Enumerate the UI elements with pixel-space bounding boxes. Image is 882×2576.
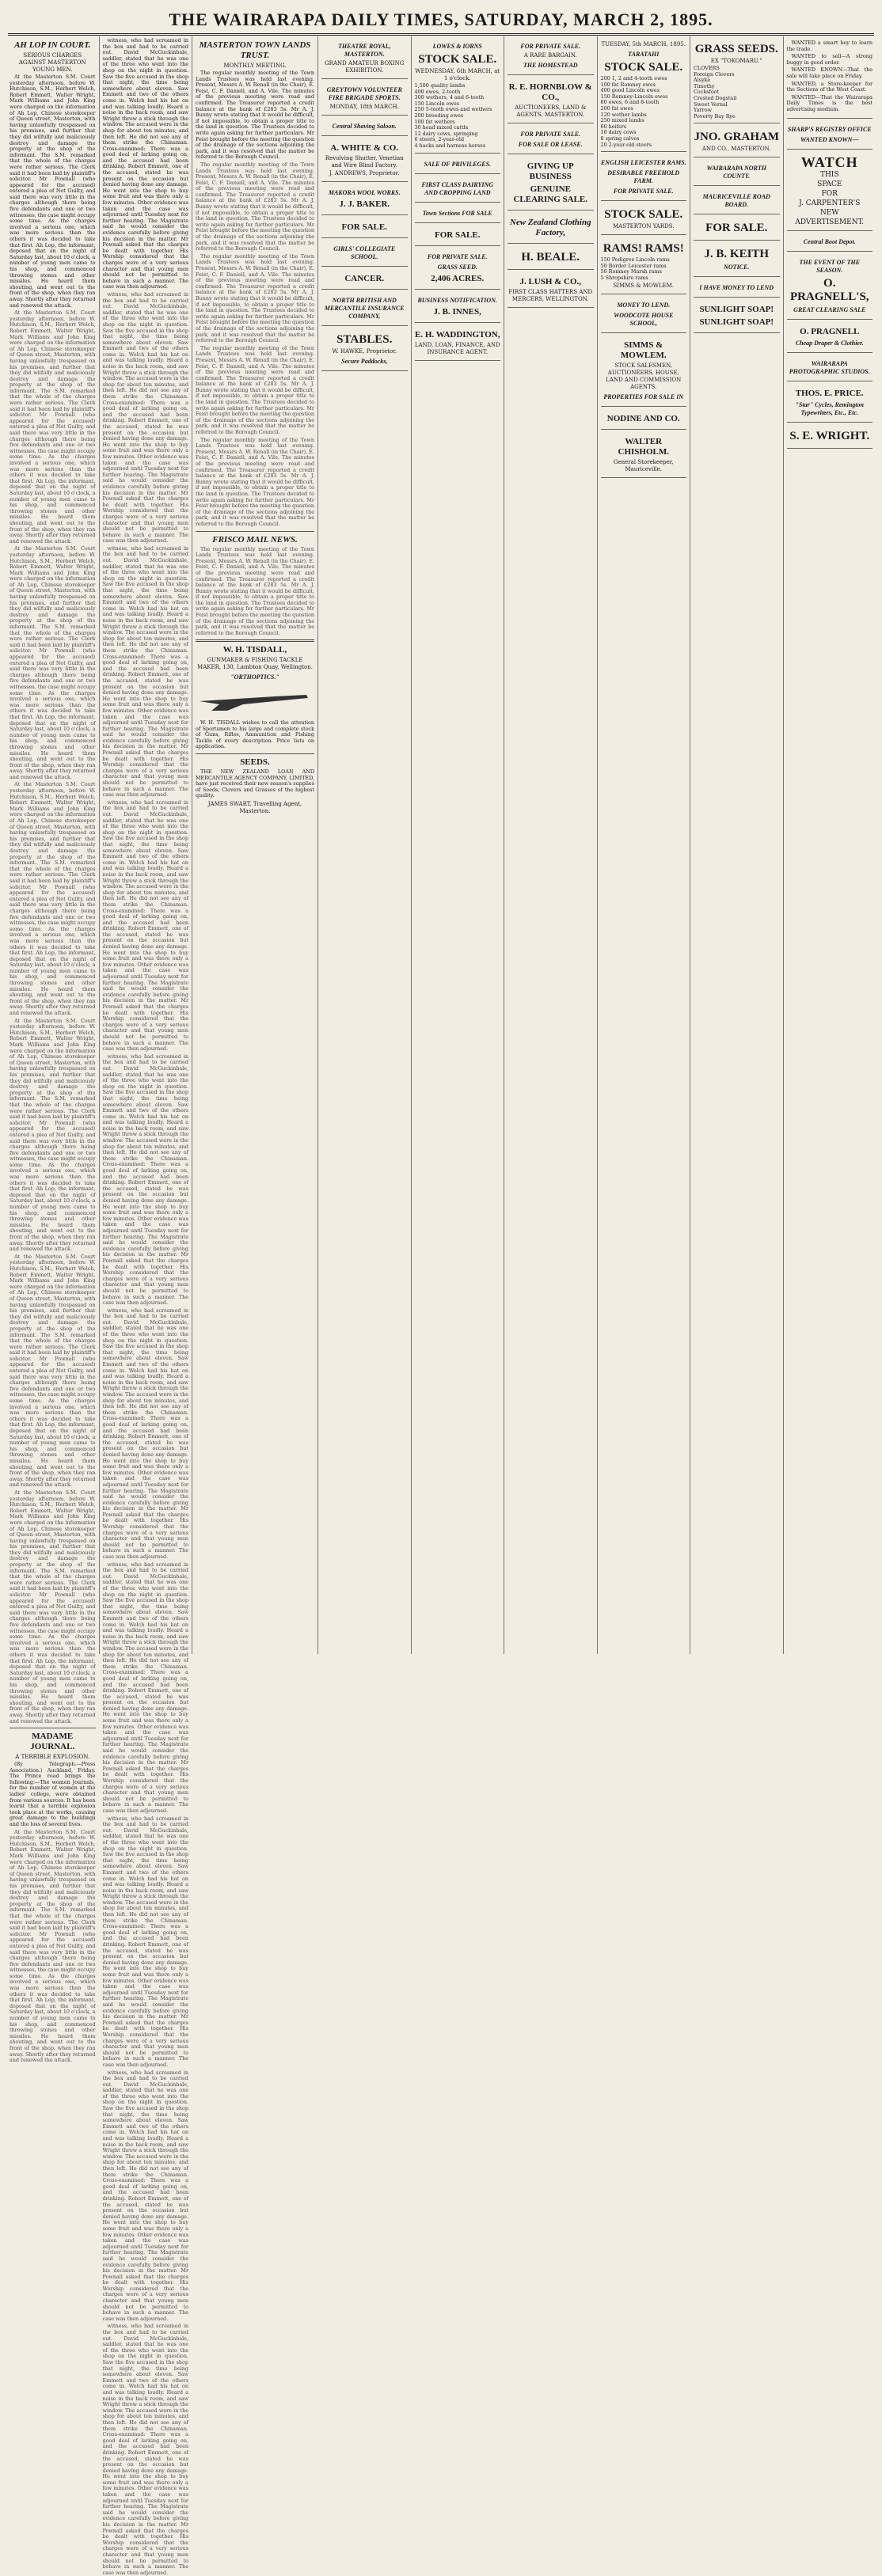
column-6 — [504, 36, 598, 1654]
article-town-lands: The regular monthly meeting of the Town Lands Trustees was held last evening. Present, Messrs A. W. Renall (in the Chair), E. Feist, C. F. Daniell, and A. Vile. The minutes of the previous meeting were read and confirmed. The Treasurer reported a credit balance at the bank of £283 5s. Mr A. J. Bunny wrote stating that it would be difficult, if not impossible, to obtain a proper title to the land in question. The Trustees decided to write again asking for further particulars. Mr Feist brought before the meeting the question of the drainage of the sections adjoining the park, and it was resolved that the matter be referred to the Borough Council. — [196, 70, 314, 161]
headline-ah-lop: AH LOP IN COURT. — [14, 40, 91, 50]
article-town-lands-2: The regular monthly meeting of the Town Lands Trustees was held last evening. Present, Messrs A. W. Renall (in the Chair), E. Feist, C. F. Daniell, and A. Vile. The minutes of the previous meeting were read and confirmed. The Treasurer reported a credit balance at the bank of £283 5s. Mr A. J. Bunny wrote stating that it would be difficult, if not impossible, to obtain a proper title to the land in question. The Trustees decided to write again asking for further particulars. Mr Feist brought before the meeting the question of the drainage of the sections adjoining the park, and it was resolved that the matter be referred to the Borough Council. — [196, 161, 314, 252]
ad-for-sale-8 — [694, 217, 780, 241]
ad-north-british — [321, 292, 408, 326]
ad-price — [787, 384, 873, 423]
article-body: At the Masterton S.M. Court yesterday afternoon, before W. Hutchison, S.M., Herbert Welch, Robert Emmett, Walter Wright, Mark Williams and John King were charged on the information of Ah Lop, Chinese storekeeper of Queen street, Masterton, with having unlawfully trespassed on his premises, and further that they did wilfully and maliciously destroy and damage the property at the shop of the informant. The S.M. remarked that the whole of the charges were rather serious. The Clerk said it had been laid by plaintiff's solicitor. Mr Pownall (who appeared for the accused) entered a plea of Not Guilty, and said there was very little in the charges although there being five defendants and one or two witnesses, the case might occupy some time. As the charges involved a serious one, which was more serious than the others it was decided to take that first. Ah Lop, the informant, deposed that on the night of Saturday last, about 10 o'clock, a number of young men came to his shop, and commenced throwing stones and other missiles. He heard them shouting, and went out to the front of the shop, when they ran away. Shortly after they returned and renewed the attack. — [10, 74, 96, 309]
list-item: 60 heifers — [600, 123, 627, 130]
ad-word: NEW — [819, 208, 839, 217]
ad-pragnell — [787, 254, 873, 320]
article-continued-3: witness, who had screamed in the box and had to be carried out. David McGuckinbale, saddler, stated that he was one of the three who went into the shop on the night in question. Saw the five accused in the shop that night, the time being somewhere about eleven. Saw Emmett and two of the others come in. Welch had his hat on and was talking loudly. Heard a noise in the back room, and saw Wright throw a stick through the window. The accused were in the shop for about ten minutes, and then left. He did not see any of them strike the Chinaman. Cross-examined: There was a good deal of larking going on, and the accused had been drinking. Robert Emmett, one of the accused, stated he was present on the occasion but denied having done any damage. He went into the shop to buy some fruit and was there only a few minutes. Other evidence was taken and the case was adjourned until Tuesday next for further hearing. The Magistrate said he would consider the evidence carefully before giving his decision in the matter. Mr Pownall asked that the charges be dealt with together. His Worship considered that the charges were of a very serious character and that young men should not be permitted to behave in such a manner. The case was then adjourned. — [102, 544, 188, 799]
ad-pragnell-sub: GREAT CLEARING SALE — [793, 305, 866, 313]
seeds-list — [694, 66, 780, 120]
column-3 — [192, 36, 318, 1654]
ad-theatre-sub: GRAND AMATEUR BOXING EXHIBITION. — [325, 60, 405, 74]
column-4 — [318, 36, 412, 1654]
ad-sunlight — [694, 300, 780, 333]
ad-hornblow — [508, 78, 594, 123]
divider — [196, 753, 314, 754]
ad-lush — [508, 272, 594, 308]
list-item: 80 ewes, 6 and 8-tooth — [600, 99, 660, 106]
ad-makora — [321, 184, 408, 215]
ad-graham-title: JNO. GRAHAM — [694, 131, 779, 144]
notice-item: WANTED, a Store-keeper for the Sections of the West Coast. — [786, 80, 872, 93]
ad-watch-title: WATCH — [800, 154, 858, 170]
divider — [196, 531, 314, 532]
list-item: 300 wethers, 4 and 6-tooth — [414, 94, 485, 101]
ad-giving-up — [508, 157, 594, 211]
ad-word: FOR — [821, 189, 838, 198]
ad-for-sale — [321, 218, 408, 238]
ad-beale — [508, 246, 594, 270]
ad-rams-title: RAMS! RAMS! — [603, 242, 684, 256]
ad-baker-title: J. J. BAKER. — [339, 199, 390, 209]
list-item: 8 spring calves — [600, 135, 640, 142]
article-continued-2: witness, who had screamed in the box and had to be carried out. David McGuckinbale, saddler, stated that he was one of the three who went into the shop on the night in question. Saw the five accused in the shop that night, the time being somewhere about eleven. Saw Emmett and two of the others come in. Welch had his hat on and was talking loudly. Heard a noise in the back room, and saw Wright throw a stick through the window. The accused were in the shop for about ten minutes, and then left. He did not see any of them strike the Chinaman. Cross-examined: There was a good deal of larking going on, and the accused had been drinking. Robert Emmett, one of the accused, stated he was present on the occasion but denied having done any damage. He went into the shop to buy some fruit and was there only a few minutes. Other evidence was taken and the case was adjourned until Tuesday next for further hearing. The Magistrate said he would consider the evidence carefully before giving his decision in the matter. Mr Pownall asked that the charges be dealt with together. His Worship considered that the charges were of a very serious character and that young men should not be permitted to behave in such a manner. The case was then adjourned. — [102, 290, 188, 544]
ad-dairying — [415, 176, 501, 203]
ad-price-title: THOS. E. PRICE. — [795, 388, 864, 398]
column-1 — [6, 36, 100, 2064]
column-7 — [598, 36, 691, 1654]
ad-privileges-title: SALE OF PRIVILEGES. — [424, 160, 492, 168]
ad-carpenter — [787, 152, 873, 231]
list-item: 250 mixed lambs — [600, 117, 644, 124]
ad-grass-seeds — [694, 38, 780, 123]
ad-private-sale-6 — [508, 126, 594, 154]
stock-list — [415, 83, 501, 150]
article-body-cont2: At the Masterton S.M. Court yesterday afternoon, before W. Hutchison, S.M., Herbert Welch, Robert Emmett, Walter Wright, Mark Williams and John King were charged on the information of Ah Lop, Chinese storekeeper of Queen street, Masterton, with having unlawfully trespassed on his premises, and further that they did wilfully and maliciously destroy and damage the property at the shop of the informant. The S.M. remarked that the whole of the charges were rather serious. The Clerk said it had been laid by plaintiff's solicitor. Mr Pownall (who appeared for the accused) entered a plea of Not Guilty, and said there was very little in the charges although there being five defendants and one or two witnesses, the case might occupy some time. As the charges involved a serious one, which was more serious than the others it was decided to take that first. Ah Lop, the informant, deposed that on the night of Saturday last, about 10 o'clock, a number of young men came to his shop, and commenced throwing stones and other missiles. He heard them shouting, and went out to the front of the shop, when they ran away. Shortly after they returned and renewed the attack. — [10, 545, 96, 780]
columns — [6, 36, 876, 2576]
ad-taratahi-title: STOCK SALE. — [604, 61, 683, 74]
ad-simms — [601, 336, 687, 407]
list-item: 250 5-tooth ewes and wethers — [414, 106, 492, 113]
list-item: 150 Romney-Lincoln ewes — [600, 93, 668, 100]
ad-for-sale-8-title: FOR SALE. — [705, 222, 768, 235]
ad-seeds-body: THE NEW ZEALAND LOAN AND MERCANTILE AGENCY COMPANY, LIMITED, have just received their new season's supplies of Seeds, Clovers and Grasses of the highest quality. — [196, 768, 314, 799]
ad-waddington-title: E. H. WADDINGTON, — [415, 329, 500, 340]
ad-for-sale-5-title: FOR SALE. — [435, 230, 481, 240]
list-item: 12 dairy cows, springing — [414, 130, 478, 137]
ad-notice-title: NOTICE. — [724, 264, 750, 271]
ad-taratahi-date: TUESDAY, 5th MARCH, 1895. — [601, 41, 686, 47]
notice-item: WANTED KNOWN—That the sale will take place on Friday. — [786, 66, 872, 79]
article-body-cont3: At the Masterton S.M. Court yesterday afternoon, before W. Hutchison, S.M., Herbert Welch, Robert Emmett, Walter Wright, Mark Williams and John King were charged on the information of Ah Lop, Chinese storekeeper of Queen street, Masterton, with having unlawfully trespassed on his premises, and further that they did wilfully and maliciously destroy and damage the property at the shop of the informant. The S.M. remarked that the whole of the charges were rather serious. The Clerk said it had been laid by plaintiff's solicitor. Mr Pownall (who appeared for the accused) entered a plea of Not Guilty, and said there was very little in the charges although there being five defendants and one or two witnesses, the case might occupy some time. As the charges involved a serious one, which was more serious than the others it was decided to take that first. Ah Lop, the informant, deposed that on the night of Saturday last, about 10 o'clock, a number of young men came to his shop, and commenced throwing stones and other missiles. He heard them shouting, and went out to the front of the shop, when they ran away. Shortly after they returned and renewed the attack. — [10, 781, 96, 1017]
article-body-cont4: At the Masterton S.M. Court yesterday afternoon, before W. Hutchison, S.M., Herbert Welch, Robert Emmett, Walter Wright, Mark Williams and John King were charged on the information of Ah Lop, Chinese storekeeper of Queen street, Masterton, with having unlawfully trespassed on his premises, and further that they did wilfully and maliciously destroy and damage the property at the shop of the informant. The S.M. remarked that the whole of the charges were rather serious. The Clerk said it had been laid by plaintiff's solicitor. Mr Pownall (who appeared for the accused) entered a plea of Not Guilty, and said there was very little in the charges although there being five defendants and one or two witnesses, the case might occupy some time. As the charges involved a serious one, which was more serious than the others it was decided to take that first. Ah Lop, the informant, deposed that on the night of Saturday last, about 10 o'clock, a number of young men came to his shop, and commenced throwing stones and other missiles. He heard them shouting, and went out to the front of the shop, when they ran away. Shortly after they returned and renewed the attack. — [10, 1017, 96, 1253]
column-8 — [690, 36, 784, 1654]
ad-greytown — [321, 82, 408, 116]
ad-rams-signoff: SIMMS & MOWLEM. — [613, 282, 675, 289]
ad-money — [601, 297, 687, 333]
ad-theatre — [321, 38, 408, 79]
article-continued-6: witness, who had screamed in the box and had to be carried out. David McGuckinbale, saddler, stated that he was one of the three who went into the shop on the night in question. Saw the five accused in the shop that night, the time being somewhere about eleven. Saw Emmett and two of the others come in. Welch had his hat on and was talking loudly. Heard a noise in the back room, and saw Wright throw a stick through the window. The accused were in the shop for about ten minutes, and then left. He did not see any of them strike the Chinaman. Cross-examined: There was a good deal of larking going on, and the accused had been drinking. Robert Emmett, one of the accused, stated he was present on the occasion but denied having done any damage. He went into the shop to buy some fruit and was there only a few minutes. Other evidence was taken and the case was adjourned until Tuesday next for further hearing. The Magistrate said he would consider the evidence carefully before giving his decision in the matter. Mr Pownall asked that the charges be dealt with together. His Worship considered that the charges were of a very serious character and that young men should not be permitted to behave in such a manner. The case was then adjourned. — [102, 1307, 188, 1561]
ad-tisdall-name: W. H. TISDALL, — [222, 645, 287, 655]
ad-registry — [787, 121, 873, 150]
subhead-explosion: A TERRIBLE EXPLOSION. — [15, 1754, 90, 1761]
ad-wright — [787, 425, 873, 449]
ad-money-title: MONEY TO LEND. — [617, 301, 671, 309]
column-5 — [412, 36, 505, 1654]
notice-item: WANTED to sell—A strong buggy in good order. — [786, 53, 872, 66]
ad-word: ADVERTISEMENT. — [795, 218, 865, 226]
ad-private-sale-7-title: FOR PRIVATE SALE. — [613, 188, 674, 195]
ad-greytown-title: GREYTOWN VOLUNTEER FIRE BRIGADE SPORTS. — [326, 86, 402, 101]
ad-sunlight-title: SUNLIGHT SOAP! — [699, 305, 774, 315]
ad-paddocks-title: Secure Paddocks, — [341, 358, 388, 365]
ad-leicester — [601, 154, 687, 201]
gun-illustration — [196, 684, 314, 718]
list-item: 5 Shropshire rams — [600, 274, 648, 281]
headline-madame: MADAME JOURNAL. — [30, 1732, 75, 1752]
ad-registry-title: SHARP'S REGISTRY OFFICE — [787, 125, 872, 133]
list-item: 100 fat Romney ewes — [600, 81, 656, 88]
ad-event-title: THE EVENT OF THE SEASON. — [799, 258, 861, 274]
column-9 — [784, 36, 876, 1654]
ad-woodcote-title: WOODCOTE HOUSE SCHOOL, — [614, 311, 674, 327]
ad-shaving — [321, 118, 408, 136]
list-item: 400 ewes, 2-tooth — [414, 88, 461, 95]
ad-lush-title: J. LUSH & CO., — [519, 277, 582, 286]
ad-white-proprietor: J. ANDREWS, Proprietor. — [329, 170, 400, 176]
ad-private-sale-5-title: FOR PRIVATE SALE. — [427, 252, 488, 260]
ad-private-sale-5 — [415, 248, 501, 290]
ad-photo-studios-title: WAIRARAPA PHOTOGRAPHIC STUDIOS. — [789, 359, 870, 375]
ad-leicester-title: ENGLISH LEICESTER RAMS. — [600, 159, 686, 167]
ad-clearing-sale: GENUINE CLEARING SALE. — [513, 184, 588, 204]
ad-properties-title: PROPERTIES FOR SALE IN — [603, 393, 684, 400]
list-item: 4 hacks and harness horses — [414, 142, 486, 149]
ad-pragnell-title: O. PRAGNELL'S, — [789, 276, 869, 303]
ad-lowes-name: LOWES & IORNS — [432, 43, 482, 50]
headline-town-lands: MASTERTON TOWN LANDS TRUST. — [199, 40, 311, 60]
ad-business — [415, 292, 501, 323]
ad-private-bargain-sub: A RARE BARGAIN. — [523, 52, 577, 59]
ad-cancer — [321, 269, 408, 290]
article-body-2-cont: At the Masterton S.M. Court yesterday afternoon, before W. Hutchison, S.M., Herbert Welch, Robert Emmett, Walter Wright, Mark Williams and John King were charged on the information of Ah Lop, Chinese storekeeper of Queen street, Masterton, with having unlawfully trespassed on his premises, and further that they did wilfully and maliciously destroy and damage the property at the shop of the informant. The S.M. remarked that the whole of the charges were rather serious. The Clerk said it had been laid by plaintiff's solicitor. Mr Pownall (who appeared for the accused) entered a plea of Not Guilty, and said there was very little in the charges although there being five defendants and one or two witnesses, the case might occupy some time. As the charges involved a serious one, which was more serious than the others it was decided to take that first. Ah Lop, the informant, deposed that on the night of Saturday last, about 10 o'clock, a number of young men came to his shop, and commenced throwing stones and other missiles. He heard them shouting, and went out to the front of the shop, when they ran away. Shortly after they returned and renewed the attack. — [10, 1828, 96, 2064]
article-continued-10: witness, who had screamed in the box and had to be carried out. David McGuckinbale, saddler, stated that he was one of the three who went into the shop on the night in question. Saw the five accused in the shop that night, the time being somewhere about eleven. Saw Emmett and two of the others come in. Welch had his hat on and was talking loudly. Heard a noise in the back room, and saw Wright throw a stick through the window. The accused were in the shop for about ten minutes, and then left. He did not see any of them strike the Chinaman. Cross-examined: There was a good deal of larking going on, and the accused had been drinking. Robert Emmett, one of the accused, stated he was present on the occasion but denied having done any damage. He went into the shop to buy some fruit and was there only a few minutes. Other evidence was taken and the case was adjourned until Tuesday next for further hearing. The Magistrate said he would consider the evidence carefully before giving his decision in the matter. Mr Pownall asked that the charges be dealt with together. His Worship considered that the charges were of a very serious character and that young men should not be permitted to behave in such a manner. The case was then adjourned. — [102, 2323, 188, 2576]
article-continued-8: witness, who had screamed in the box and had to be carried out. David McGuckinbale, saddler, stated that he was one of the three who went into the shop on the night in question. Saw the five accused in the shop that night, the time being somewhere about eleven. Saw Emmett and two of the others come in. Welch had his hat on and was talking loudly. Heard a noise in the back room, and saw Wright throw a stick through the window. The accused were in the shop for about ten minutes, and then left. He did not see any of them strike the Chinaman. Cross-examined: There was a good deal of larking going on, and the accused had been drinking. Robert Emmett, one of the accused, stated he was present on the occasion but denied having done any damage. He went into the shop to buy some fruit and was there only a few minutes. Other evidence was taken and the case was adjourned until Tuesday next for further hearing. The Magistrate said he would consider the evidence carefully before giving his decision in the matter. Mr Pownall asked that the charges be dealt with together. His Worship considered that the charges were of a very serious character and that young men should not be permitted to behave in such a manner. The case was then adjourned. — [102, 1815, 188, 2068]
ad-north-county — [694, 160, 780, 186]
list-item: 400 good Lincoln ewes — [600, 87, 660, 94]
list-item: 200 breeding ewes — [414, 112, 464, 119]
ad-shaving-title: Central Shaving Saloon. — [332, 123, 397, 130]
article-frisco: The regular monthly meeting of the Town Lands Trustees was held last evening. Present, Messrs A. W. Renall (in the Chair), E. Feist, C. F. Daniell, and A. Vile. The minutes of the previous meeting were read and confirmed. The Treasurer reported a credit balance at the bank of £283 5s. Mr A. J. Bunny wrote stating that it would be difficult, if not impossible, to obtain a proper title to the land in question. The Trustees decided to write again asking for further particulars. Mr Feist brought before the meeting the question of the drainage of the sections adjoining the park, and it was resolved that the matter be referred to the Borough Council. — [196, 545, 314, 636]
ad-wanted-known-title: WANTED KNOWN— — [800, 135, 859, 143]
ad-chisholm — [601, 432, 687, 478]
list-item: 20 2-year-old steers — [600, 141, 652, 148]
ad-tisdall-body: W. H. TISDALL wishes to call the attention of Sportsmen to his large and complete stock of Guns, Rifles, Ammunition and Fishing Tackle of every description. Price lists on application. — [196, 719, 314, 750]
list-item: 150 Lincoln ewes — [414, 100, 460, 107]
article-continued-7: witness, who had screamed in the box and had to be carried out. David McGuckinbale, saddler, stated that he was one of the three who went into the shop on the night in question. Saw the five accused in the shop that night, the time being somewhere about eleven. Saw Emmett and two of the others come in. Welch had his hat on and was talking loudly. Heard a noise in the back room, and saw Wright throw a stick through the window. The accused were in the shop for about ten minutes, and then left. He did not see any of them strike the Chinaman. Cross-examined: There was a good deal of larking going on, and the accused had been drinking. Robert Emmett, one of the accused, stated he was present on the occasion but denied having done any damage. He went into the shop to buy some fruit and was there only a few minutes. Other evidence was taken and the case was adjourned until Tuesday next for further hearing. The Magistrate said he would consider the evidence carefully before giving his decision in the matter. Mr Pownall asked that the charges be dealt with together. His Worship considered that the charges were of a very serious character and that young men should not be permitted to behave in such a manner. The case was then adjourned. — [102, 1561, 188, 1814]
ad-private-sale-6-title: FOR PRIVATE SALE. — [520, 131, 581, 138]
ad-hornblow-title: R. E. HORNBLOW & CO., — [508, 82, 592, 102]
list-item: CLOVERS — [694, 65, 720, 71]
article-continued: witness, who had screamed in the box and had to be carried out. David McGuckinbale, saddler, stated that he was one of the three who went into the shop on the night in question. Saw the five accused in the shop that night, the time being somewhere about eleven. Saw Emmett and two of the others come in. Welch had his hat on and was talking loudly. Heard a noise in the back room, and saw Wright throw a stick through the window. The accused were in the shop for about ten minutes, and then left. He did not see any of them strike the Chinaman. Cross-examined: There was a good deal of larking going on, and the accused had been drinking. Robert Emmett, one of the accused, stated he was present on the occasion but denied having done any damage. He went into the shop to buy some fruit and was there only a few minutes. Other evidence was taken and the case was adjourned until Tuesday next for further hearing. The Magistrate said he would consider the evidence carefully before giving his decision in the matter. Mr Pownall asked that the charges be dealt with together. His Worship considered that the charges were of a very serious character and that young men should not be permitted to behave in such a manner. The case was then adjourned. — [102, 37, 188, 290]
ad-keith-title: J. B. KEITH — [704, 248, 770, 261]
ad-theatre-title: THEATRE ROYAL, MASTERTON. — [337, 43, 391, 58]
ad-homestead-title: THE HOMESTEAD — [523, 62, 578, 69]
ad-north-british-title: NORTH BRITISH AND MERCANTILE INSURANCE COMPANY, — [324, 297, 405, 320]
article-body-cont5: At the Masterton S.M. Court yesterday afternoon, before W. Hutchison, S.M., Herbert Welch, Robert Emmett, Walter Wright, Mark Williams and John King were charged on the information of Ah Lop, Chinese storekeeper of Queen street, Masterton, with having unlawfully trespassed on his premises, and further that they did wilfully and maliciously destroy and damage the property at the shop of the informant. The S.M. remarked that the whole of the charges were rather serious. The Clerk said it had been laid by plaintiff's solicitor. Mr Pownall (who appeared for the accused) entered a plea of Not Guilty, and said there was very little in the charges although there being five defendants and one or two witnesses, the case might occupy some time. As the charges involved a serious one, which was more serious than the others it was decided to take that first. Ah Lop, the informant, deposed that on the night of Saturday last, about 10 o'clock, a number of young men came to his shop, and commenced throwing stones and other missiles. He heard them shouting, and went out to the front of the shop, when they ran away. Shortly after they returned and renewed the attack. — [10, 1253, 96, 1489]
ad-taratahi — [601, 38, 687, 152]
headline-frisco: FRISCO MAIL NEWS. — [212, 534, 298, 544]
list-item: Sweet Vernal — [694, 101, 728, 108]
ad-lease-title: FOR SALE OR LEASE. — [518, 141, 583, 148]
ad-stock-sale-date: WEDNESDAY, 6th MARCH, at 1 o'clock. — [415, 68, 500, 82]
article-continued-5: witness, who had screamed in the box and had to be carried out. David McGuckinbale, saddler, stated that he was one of the three who went into the shop on the night in question. Saw the five accused in the shop that night, the time being somewhere about eleven. Saw Emmett and two of the others come in. Welch had his hat on and was talking loudly. Heard a noise in the back room, and saw Wright throw a stick through the window. The accused were in the shop for about ten minutes, and then left. He did not see any of them strike the Chinaman. Cross-examined: There was a good deal of larking going on, and the accused had been drinking. Robert Emmett, one of the accused, stated he was present on the occasion but denied having done any damage. He went into the shop to buy some fruit and was there only a few minutes. Other evidence was taken and the case was adjourned until Tuesday next for further hearing. The Magistrate said he would consider the evidence carefully before giving his decision in the matter. Mr Pownall asked that the charges be dealt with together. His Worship considered that the charges were of a very serious character and that young men should not be permitted to behave in such a manner. The case was then adjourned. — [102, 1053, 188, 1307]
ad-beale-title: H. BEALE. — [521, 251, 580, 264]
masthead: THE WAIRARAPA DAILY TIMES, SATURDAY, MARCH 2, 1895. — [8, 6, 874, 36]
ad-town-sections-title: Town Sections FOR SALE — [422, 209, 492, 217]
ad-word: J. CARPENTER'S — [799, 199, 861, 207]
ad-white-title: A. WHITE & CO. — [330, 143, 399, 153]
taratahi-list — [601, 76, 687, 148]
ad-photo-studios — [787, 355, 873, 381]
list-item: Alsyke — [694, 77, 711, 84]
ad-word: SPACE — [817, 180, 842, 188]
ad-stock-sale-7-sub: MASTERTON YARDS. — [613, 223, 675, 230]
ad-graham-sub: AND CO., MASTERTON. — [701, 146, 771, 153]
ad-girls-school — [321, 241, 408, 267]
list-item: 200 fat ewes — [600, 104, 633, 112]
ad-acres-title: 2,406 ACRES. — [431, 273, 485, 283]
ad-stables — [321, 328, 408, 371]
ad-keith — [694, 243, 780, 277]
ad-sunlight-title-2: SUNLIGHT SOAP! — [699, 317, 774, 328]
ad-chisholm-sub: General Storekeeper, Mauriceville. — [613, 458, 674, 472]
ad-mauriceville — [694, 188, 780, 214]
rams-list — [601, 257, 687, 281]
list-item: 50 Border Leicester rams — [600, 262, 667, 269]
ad-stables-proprietor: W. HAWKE, Proprietor. — [332, 348, 397, 355]
ad-stock-sale-7 — [601, 203, 687, 235]
ad-for-sale-title: FOR SALE. — [341, 222, 387, 232]
ad-dairying-title: FIRST CLASS DAIRYING AND CROPPING LAND — [421, 180, 494, 196]
ad-boot-depot-title: Central Boot Depot. — [803, 237, 856, 245]
ad-makora-title: MAKORA WOOL WORKS. — [328, 189, 401, 196]
ad-stock-sale-title: STOCK SALE. — [418, 53, 497, 66]
list-item: Timothy — [694, 82, 715, 89]
ad-seeds-signoff: JAMES SWART, Travelling Agent, Masterton. — [207, 800, 302, 814]
ad-mauriceville-title: MAURICEVILLE ROAD BOARD. — [702, 193, 770, 209]
ad-giving-up-title: GIVING UP BUSINESS — [527, 161, 574, 181]
ad-pragnell-2-sub: Cheap Draper & Clothier. — [795, 339, 864, 347]
subhead-serious-charges: SERIOUS CHARGES AGAINST MASTERTON YOUNG MEN. — [18, 52, 86, 73]
article-town-lands-4: The regular monthly meeting of the Town Lands Trustees was held last evening. Present, Messrs A. W. Renall (in the Chair), E. Feist, C. F. Daniell, and A. Vile. The minutes of the previous meeting were read and confirmed. The Treasurer reported a credit balance at the bank of £283 5s. Mr A. J. Bunny wrote stating that it would be difficult, if not impossible, to obtain a proper title to the land in question. The Trustees decided to write again asking for further particulars. Mr Feist brought before the meeting the question of the drainage of the sections adjoining the park, and it was resolved that the matter be referred to the Borough Council. — [196, 344, 314, 436]
list-item: 30 head mixed cattle — [414, 124, 469, 131]
column-2 — [100, 36, 193, 2576]
list-item: 10 dairy cows — [600, 129, 637, 136]
ad-lowes-iorns — [415, 38, 501, 154]
ad-carpenter-words — [787, 170, 873, 227]
ad-wanted-notices — [787, 38, 873, 119]
ad-money-lend-title: I HAVE MONEY TO LEND — [699, 284, 774, 292]
ad-graham — [694, 126, 780, 157]
list-item: 150 Pedigree Lincoln rams — [600, 256, 670, 264]
ad-town-sections — [415, 205, 501, 223]
ad-lush-sub: FIRST CLASS HATTERS AND MERCERS, WELLINGTON. — [508, 289, 593, 302]
ad-tisdall-sub: GUNMAKER & FISHING TACKLE MAKER, 130, Lambton Quay, Wellington. — [197, 657, 313, 671]
subhead-monthly-meeting: MONTHLY MEETING. — [223, 63, 287, 69]
ad-nodine-title: NODINE AND CO. — [606, 413, 680, 423]
ad-stables-title: STABLES. — [336, 333, 393, 346]
ad-white-sub: Revolving Shutter, Venetian and Wire Blind Factory. — [325, 155, 404, 169]
ad-boot-depot — [787, 233, 873, 252]
ad-white — [321, 138, 408, 182]
ad-business-title: BUSINESS NOTIFICATION. — [417, 296, 497, 304]
article-body-cont6: At the Masterton S.M. Court yesterday afternoon, before W. Hutchison, S.M., Herbert Welch, Robert Emmett, Walter Wright, Mark Williams and John King were charged on the information of Ah Lop, Chinese storekeeper of Queen street, Masterton, with having unlawfully trespassed on his premises, and further that they did wilfully and maliciously destroy and damage the property at the shop of the informant. The S.M. remarked that the whole of the charges were rather serious. The Clerk said it had been laid by plaintiff's solicitor. Mr Pownall (who appeared for the accused) entered a plea of Not Guilty, and said there was very little in the charges although there being five defendants and one or two witnesses, the case might occupy some time. As the charges involved a serious one, which was more serious than the others it was decided to take that first. Ah Lop, the informant, deposed that on the night of Saturday last, about 10 o'clock, a number of young men came to his shop, and commenced throwing stones and other missiles. He heard them shouting, and went out to the front of the shop, when they ran away. Shortly after they returned and renewed the attack. — [10, 1489, 96, 1724]
article-body-2: (By Telegraph.—Press Association.) Auckland, Friday. The Prince road brings the following:—The women Journals, for the number of women at the ladies' college, were obtained from various sources. It has been learnt that a terrible explosion took place at the works, causing great damage to the buildings and the loss of several lives. — [10, 1761, 96, 1828]
ad-grass-seed-title: GRASS SEED. — [437, 263, 477, 271]
article-continued-9: witness, who had screamed in the box and had to be carried out. David McGuckinbale, saddler, stated that he was one of the three who went into the shop on the night in question. Saw the five accused in the shop that night, the time being somewhere about eleven. Saw Emmett and two of the others come in. Welch had his hat on and was talking loudly. Heard a noise in the back room, and saw Wright throw a stick through the window. The accused were in the shop for about ten minutes, and then left. He did not see any of them strike the Chinaman. Cross-examined: There was a good deal of larking going on, and the accused had been drinking. Robert Emmett, one of the accused, stated he was present on the occasion but denied having done any damage. He went into the shop to buy some fruit and was there only a few minutes. Other evidence was taken and the case was adjourned until Tuesday next for further hearing. The Magistrate said he would consider the evidence carefully before giving his decision in the matter. Mr Pownall asked that the charges be dealt with together. His Worship considered that the charges were of a very serious character and that young men should not be permitted to behave in such a manner. The case was then adjourned. — [102, 2069, 188, 2322]
list-item: Cocksfoot — [694, 89, 720, 96]
ad-tisdall-line: "ORTHOPTICS." — [230, 673, 279, 681]
ad-rams — [601, 237, 687, 294]
ad-stock-sale-7-title: STOCK SALE. — [604, 208, 683, 222]
list-item: 100 fat wethers — [414, 118, 455, 125]
list-item: Poverty Bay Rye — [694, 112, 736, 120]
ad-cycles-title: "Star" Cycles, Remington Typewriters, Etc., Etc. — [795, 400, 864, 416]
ad-greytown-date: MONDAY, 18th MARCH. — [329, 104, 399, 110]
ad-innes-title: J. B. INNES, — [433, 306, 481, 317]
list-item: Crested Dogstail — [694, 94, 737, 101]
ad-nodine — [601, 409, 687, 430]
ad-wright-title: S. E. WRIGHT. — [789, 429, 870, 442]
list-item: 200 1, 2 and 4-tooth ewes — [600, 75, 667, 82]
list-item: 50 Romney Marsh rams — [600, 268, 662, 275]
list-item: 1,500 quality lambs — [414, 82, 466, 89]
ad-clothing-factory-title: New Zealand Clothing Factory, — [509, 218, 591, 237]
article-continued-4: witness, who had screamed in the box and had to be carried out. David McGuckinbale, saddler, stated that he was one of the three who went into the shop on the night in question. Saw the five accused in the shop that night, the time being somewhere about eleven. Saw Emmett and two of the others come in. Welch had his hat on and was talking loudly. Heard a noise in the back room, and saw Wright throw a stick through the window. The accused were in the shop for about ten minutes, and then left. He did not see any of them strike the Chinaman. Cross-examined: There was a good deal of larking going on, and the accused had been drinking. Robert Emmett, one of the accused, stated he was present on the occasion but denied having done any damage. He went into the shop to buy some fruit and was there only a few minutes. Other evidence was taken and the case was adjourned until Tuesday next for further hearing. The Magistrate said he would consider the evidence carefully before giving his decision in the matter. Mr Pownall asked that the charges be dealt with together. His Worship considered that the charges were of a very serious character and that young men should not be permitted to behave in such a manner. The case was then adjourned. — [102, 799, 188, 1053]
ad-chisholm-title: WALTER CHISHOLM. — [618, 436, 669, 457]
ad-simms-sub: STOCK SALESMEN, AUCTIONEERS, HOUSE, LAND AND COMMISSION AGENTS. — [606, 362, 682, 390]
ad-freehold-title: DESIRABLE FREEHOLD FARM. — [607, 169, 680, 185]
ad-grass-seeds-sub: EX "TOKOMARU." — [710, 58, 762, 64]
ad-word: THIS — [819, 170, 839, 179]
gun-icon — [196, 684, 314, 715]
ad-taratahi-place: TARATAHI — [628, 51, 660, 58]
notice-item: WANTED—That the Wairarapa Daily Times is the best advertising medium. — [786, 93, 872, 112]
ad-pragnell-2-title: O. PRAGNELL — [800, 326, 860, 336]
ad-for-sale-5 — [415, 226, 501, 246]
ad-seeds-title: SEEDS. — [240, 757, 270, 767]
list-item: 120 wether lambs — [600, 111, 647, 118]
ad-pragnell-2 — [787, 322, 873, 353]
ad-cancer-title: CANCER. — [344, 274, 385, 283]
ad-waddington — [415, 325, 501, 361]
list-item: Yarrow — [694, 107, 712, 114]
ad-north-county-title: WAIRARAPA NORTH COUNTY. — [706, 165, 766, 180]
ad-grass-seeds-title: GRASS SEEDS. — [694, 43, 778, 55]
ad-waddington-sub: LAND, LOAN, FINANCE, AND INSURANCE AGENT. — [414, 341, 500, 355]
ad-private-bargain — [508, 38, 594, 75]
ad-hornblow-sub: AUCTIONEERS, LAND & AGENTS, MASTERTON. — [515, 104, 587, 118]
ad-privileges — [415, 156, 501, 174]
notice-item: WANTED a smart boy to learn the trade. — [786, 40, 872, 52]
ad-girls-school-title: GIRLS' COLLEGIATE SCHOOL. — [333, 245, 396, 260]
article-body-cont: At the Masterton S.M. Court yesterday afternoon, before W. Hutchison, S.M., Herbert Welch, Robert Emmett, Walter Wright, Mark Williams and John King were charged on the information of Ah Lop, Chinese storekeeper of Queen street, Masterton, with having unlawfully trespassed on his premises, and further that they did wilfully and maliciously destroy and damage the property at the shop of the informant. The S.M. remarked that the whole of the charges were rather serious. The Clerk said it had been laid by plaintiff's solicitor. Mr Pownall (who appeared for the accused) entered a plea of Not Guilty, and said there was very little in the charges although there being five defendants and one or two witnesses, the case might occupy some time. As the charges involved a serious one, which was more serious than the others it was decided to take that first. Ah Lop, the informant, deposed that on the night of Saturday last, about 10 o'clock, a number of young men came to his shop, and commenced throwing stones and other missiles. He heard them shouting, and went out to the front of the shop, when they ran away. Shortly after they returned and renewed the attack. — [10, 309, 96, 544]
ad-private-bargain-title: FOR PRIVATE SALE. — [520, 43, 581, 50]
ad-simms-title: SIMMS & MOWLEM. — [620, 340, 667, 360]
list-item: Foreign Clovers — [694, 70, 735, 78]
ad-clothing-factory — [508, 213, 594, 244]
divider — [196, 639, 314, 642]
ad-money-lend — [694, 279, 780, 298]
list-item: 6 steers, 2-year-old — [414, 136, 465, 143]
article-town-lands-5: The regular monthly meeting of the Town Lands Trustees was held last evening. Present, Messrs A. W. Renall (in the Chair), E. Feist, C. F. Daniell, and A. Vile. The minutes of the previous meeting were read and confirmed. The Treasurer reported a credit balance at the bank of £283 5s. Mr A. J. Bunny wrote stating that it would be difficult, if not impossible, to obtain a proper title to the land in question. The Trustees decided to write again asking for further particulars. Mr Feist brought before the meeting the question of the drainage of the sections adjoining the park, and it was resolved that the matter be referred to the Borough Council. — [196, 436, 314, 527]
article-town-lands-3: The regular monthly meeting of the Town Lands Trustees was held last evening. Present, Messrs A. W. Renall (in the Chair), E. Feist, C. F. Daniell, and A. Vile. The minutes of the previous meeting were read and confirmed. The Treasurer reported a credit balance at the bank of £283 5s. Mr A. J. Bunny wrote stating that it would be difficult, if not impossible, to obtain a proper title to the land in question. The Trustees decided to write again asking for further particulars. Mr Feist brought before the meeting the question of the drainage of the sections adjoining the park, and it was resolved that the matter be referred to the Borough Council. — [196, 252, 314, 344]
